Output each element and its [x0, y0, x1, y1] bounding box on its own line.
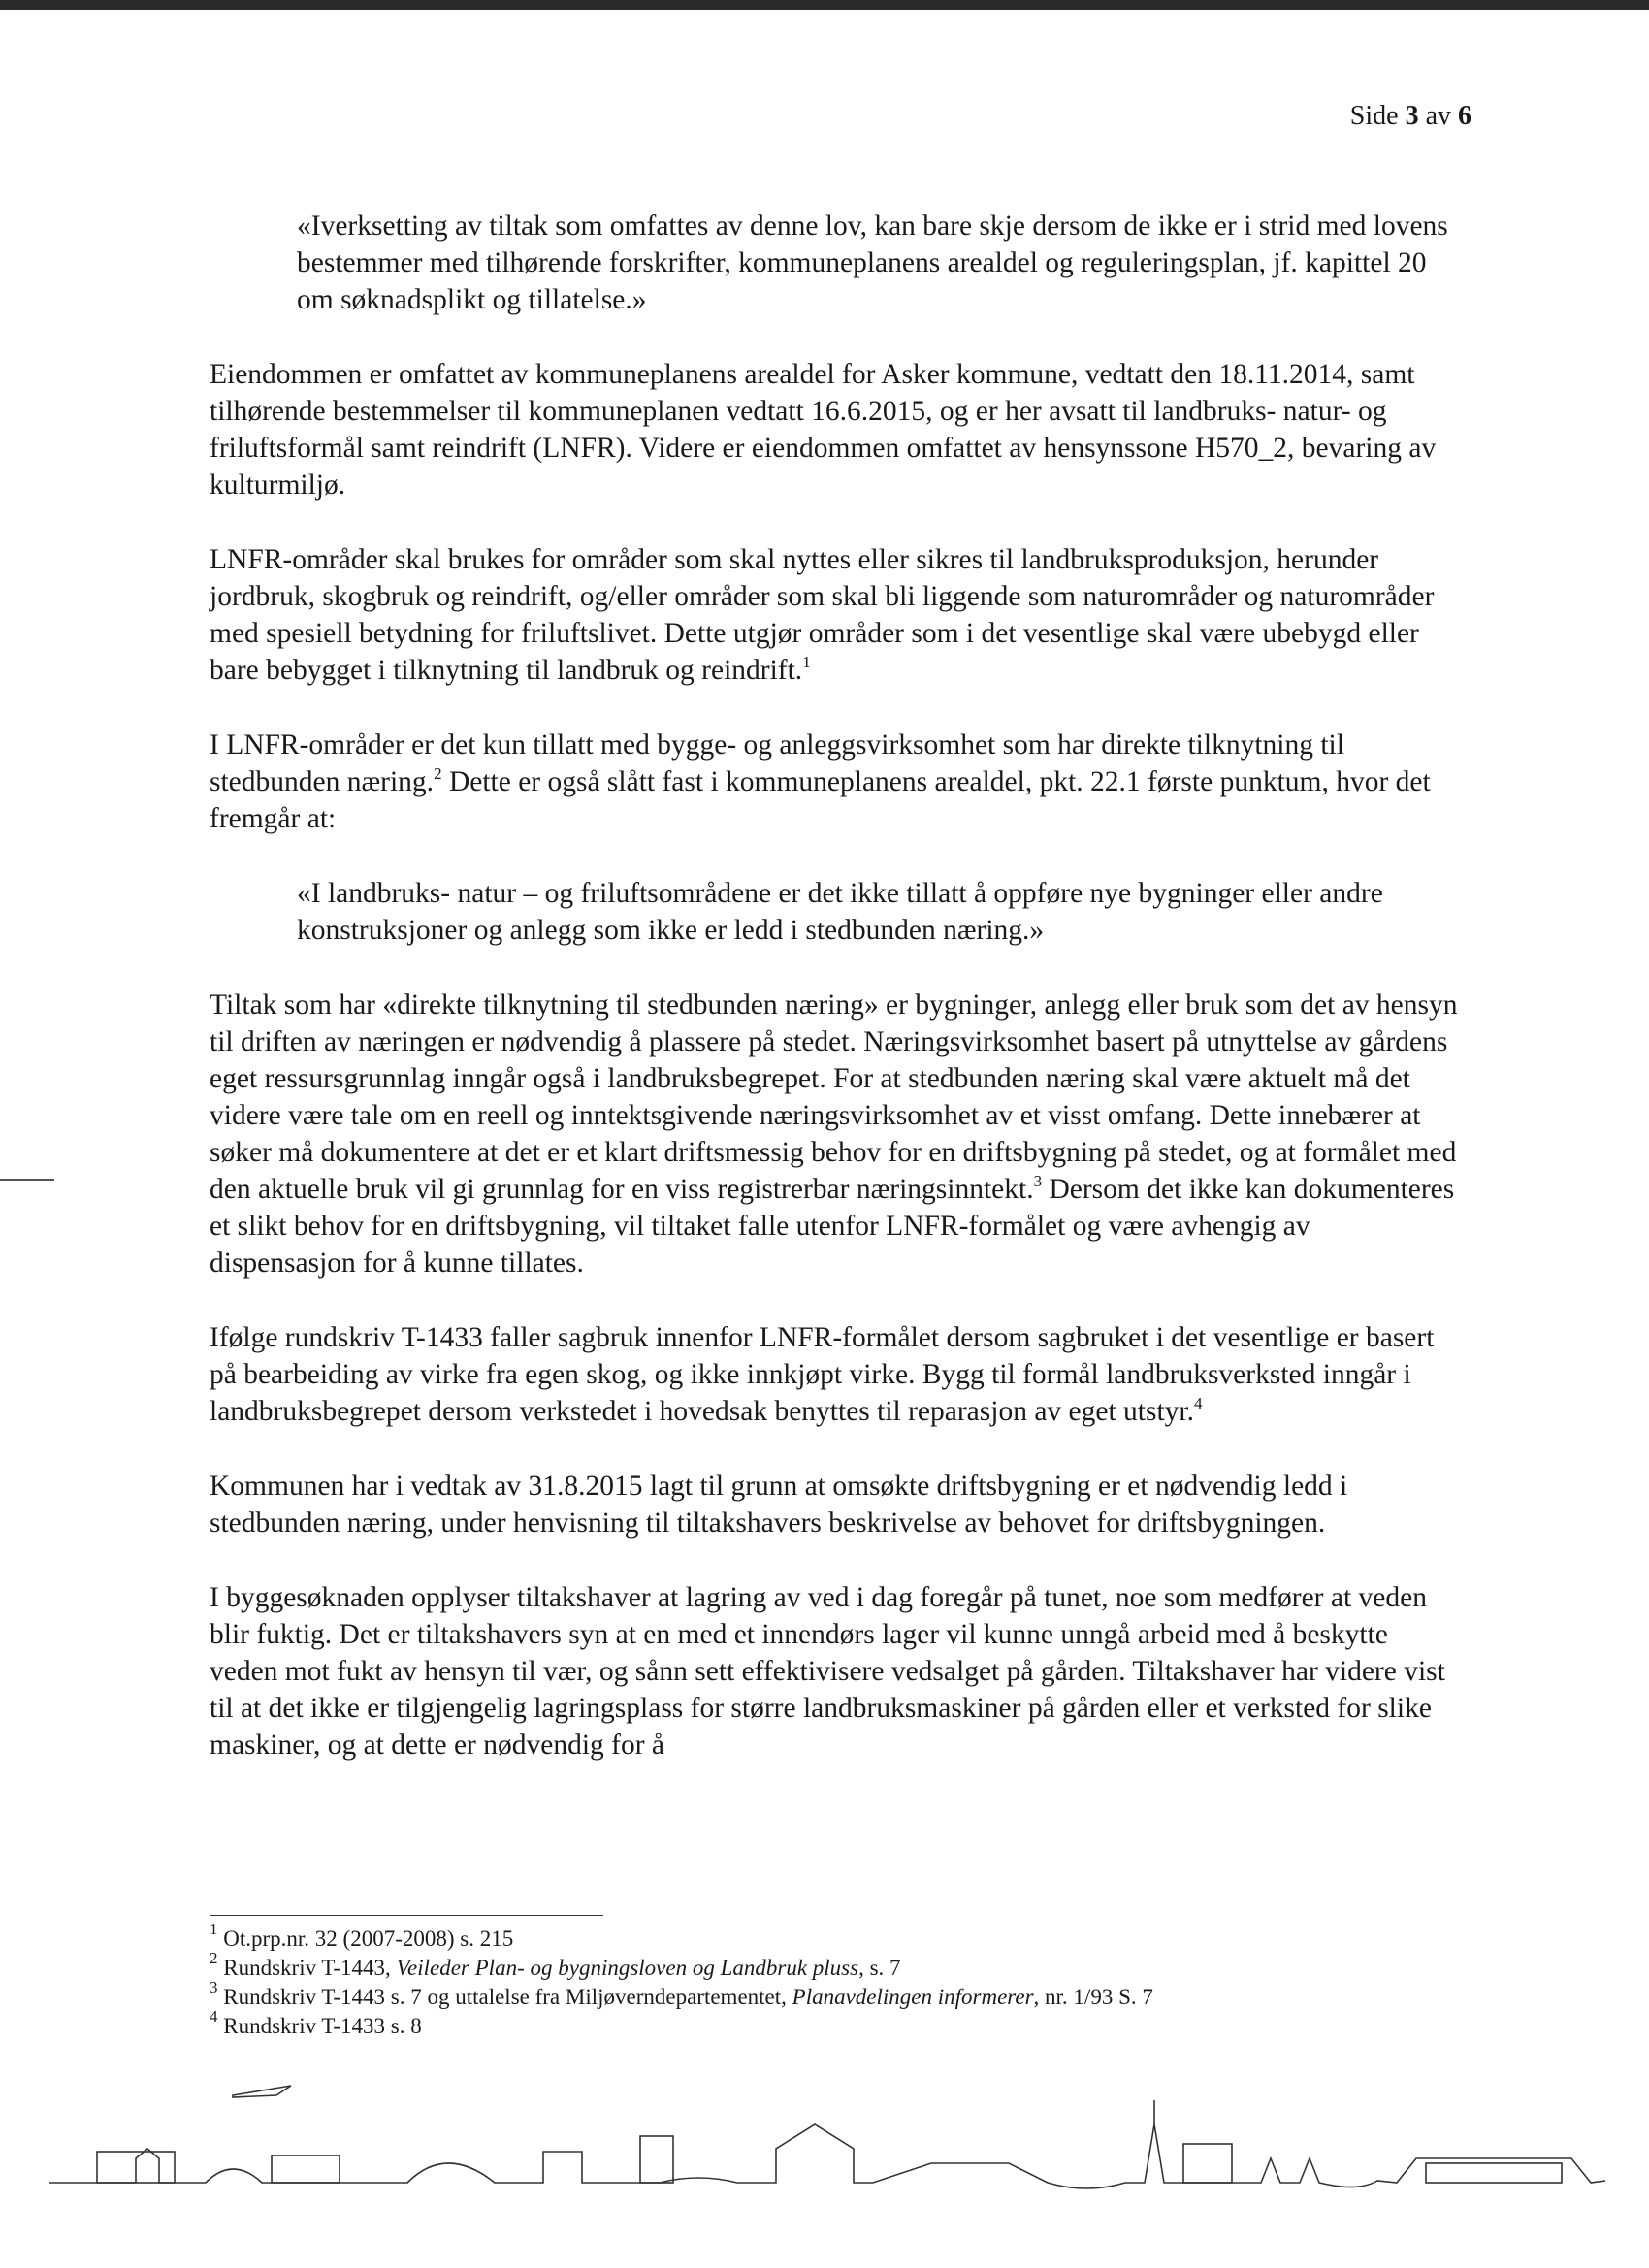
airplane-icon: [233, 2086, 291, 2097]
footnote-4: $^4$ Rundskriv T-1433 s. 8: [210, 2007, 422, 2038]
tower-icon: [640, 2136, 673, 2183]
quote-paragraph-1: «Iverksetting av tiltak som omfattes av denne lov, kan bare skje dersom de ikke er i strid med lovens bestemmer med tilhørende forskrifter, kommuneplanens arealdel og reguleringsplan, jf. kapittel 20 om søknadsplikt og tillatelse.»: [297, 211, 1448, 315]
quote-paragraph-5: «I landbruks- natur – og friluftsområdene er det ikke tillatt å oppføre nye bygninger eller andre konstruksjoner og anlegg som ikke er ledd i stedbunden næring.»: [297, 878, 1383, 946]
paragraph-2: Eiendommen er omfattet av kommuneplanens arealdel for Asker kommune, vedtatt den 18.11.2014, samt tilhørende bestemmelser til kommuneplanen vedtatt 16.6.2015, og er her avsatt til landbruks- natur- og friluftsformål samt reindrift (LNFR). Videre er eiendommen omfattet av hensynssone H570_2, bevaring av kulturmiljø.: [210, 359, 1437, 501]
footnote-ref-4: 4: [1194, 1394, 1203, 1412]
footnote-separator: [210, 1915, 603, 1916]
paragraph-7: Ifølge rundskriv T-1433 faller sagbruk innenfor LNFR-formålet dersom sagbruket i det vesentlige er basert på bearbeiding av virke fra egen skog, og ikke innkjøpt virke. Bygg til formål landbruksverksted inngår i landbruksbegrepet dersom verkstedet i hovedsak benyttes til reparasjon av eget utstyr.$^4$: [210, 1322, 1435, 1427]
top-border: [0, 0, 1649, 10]
paragraph-9: I byggesøknaden opplyser tiltakshaver at lagring av ved i dag foregår på tunet, noe som medfører at veden blir fuktig. Det er tiltakshavers syn at en med et innendørs lager vil kunne unngå arbeid med å beskytte veden mot fukt av hensyn til vær, og sånn sett effektivisere vedsalget på gården. Tiltakshaver har videre vist til at det ikke er tilgjengelig lagringsplass for større landbruksmaskiner på gården eller et verksted for slike maskiner, og at dette er nødvendig for å: [210, 1582, 1445, 1761]
footnote-3: $^3$ Rundskriv T-1443 s. 7 og uttalelse fra Miljøverndepartementet, Planavdelingen informerer, nr. 1/93 S. 7: [210, 1978, 1153, 2009]
building-icon: [272, 2155, 340, 2183]
paragraph-3: LNFR-områder skal brukes for områder som skal nyttes eller sikres til landbruksproduksjon, herunder jordbruk, skogbruk og reindrift, og/eller områder som skal bli liggende som naturområder og naturområder med spesiell betydning for friluftslivet. Dette utgjør områder som i det vesentlige skal være ubebygd eller bare bebygget i tilknytning til landbruk og reindrift.$^1$: [210, 544, 1435, 686]
footnote-1: $^1$ Ot.prp.nr. 32 (2007-2008) s. 215: [210, 1920, 514, 1951]
document-body: [210, 208, 1461, 1801]
skyline-illustration: [39, 2066, 1610, 2212]
footnote-ref-2: 2: [434, 764, 442, 783]
skyline-ground-line: [48, 2124, 1605, 2188]
paragraph-8: Kommunen har i vedtak av 31.8.2015 lagt til grunn at omsøkte driftsbygning er et nødvendig ledd i stedbunden næring, under henvisning til tiltakshavers beskrivelse av behovet for driftsbygningen.: [210, 1471, 1348, 1539]
page-number: Side 3 av 6: [1349, 101, 1471, 131]
footnote-ref-3: 3: [1033, 1172, 1043, 1190]
church-icon: [1183, 2144, 1232, 2183]
paragraph-4: I LNFR-områder er det kun tillatt med bygge- og anleggsvirksomhet som har direkte tilknytning til stedbunden næring.$^2$ Dette er også slått fast i kommuneplanens arealdel, pkt. 22.1 første punktum, hvor det fremgår at:: [210, 729, 1431, 834]
footnotes: [210, 1920, 1461, 2041]
ship-icon: [1426, 2163, 1562, 2183]
footnote-2: $^2$ Rundskriv T-1443, Veileder Plan- og bygningsloven og Landbruk pluss, s. 7: [210, 1949, 901, 1980]
fold-mark: [0, 1179, 54, 1181]
paragraph-6: Tiltak som har «direkte tilknytning til stedbunden næring» er bygninger, anlegg eller bruk som det av hensyn til driften av næringen er nødvendig å plassere på stedet. Næringsvirksomhet basert på utnyttelse av gårdens eget ressursgrunnlag inngår også i landbruksbegrepet. For at stedbunden næring skal være aktuelt må det videre være tale om en reell og inntektsgivende næringsvirksomhet av et visst omfang. Dette innebærer at søker må dokumentere at det er et klart driftsmessig behov for en driftsbygning på stedet, og at formålet med den aktuelle bruk vil gi grunnlag for en viss registrerbar næringsinntekt.$^3$ Dersom det ikke kan dokumenteres et slikt behov for en driftsbygning, vil tiltaket falle utenfor LNFR-formålet og være avhengig av dispensasjon for å kunne tillates.: [210, 989, 1458, 1279]
footnote-ref-1: 1: [802, 653, 811, 671]
